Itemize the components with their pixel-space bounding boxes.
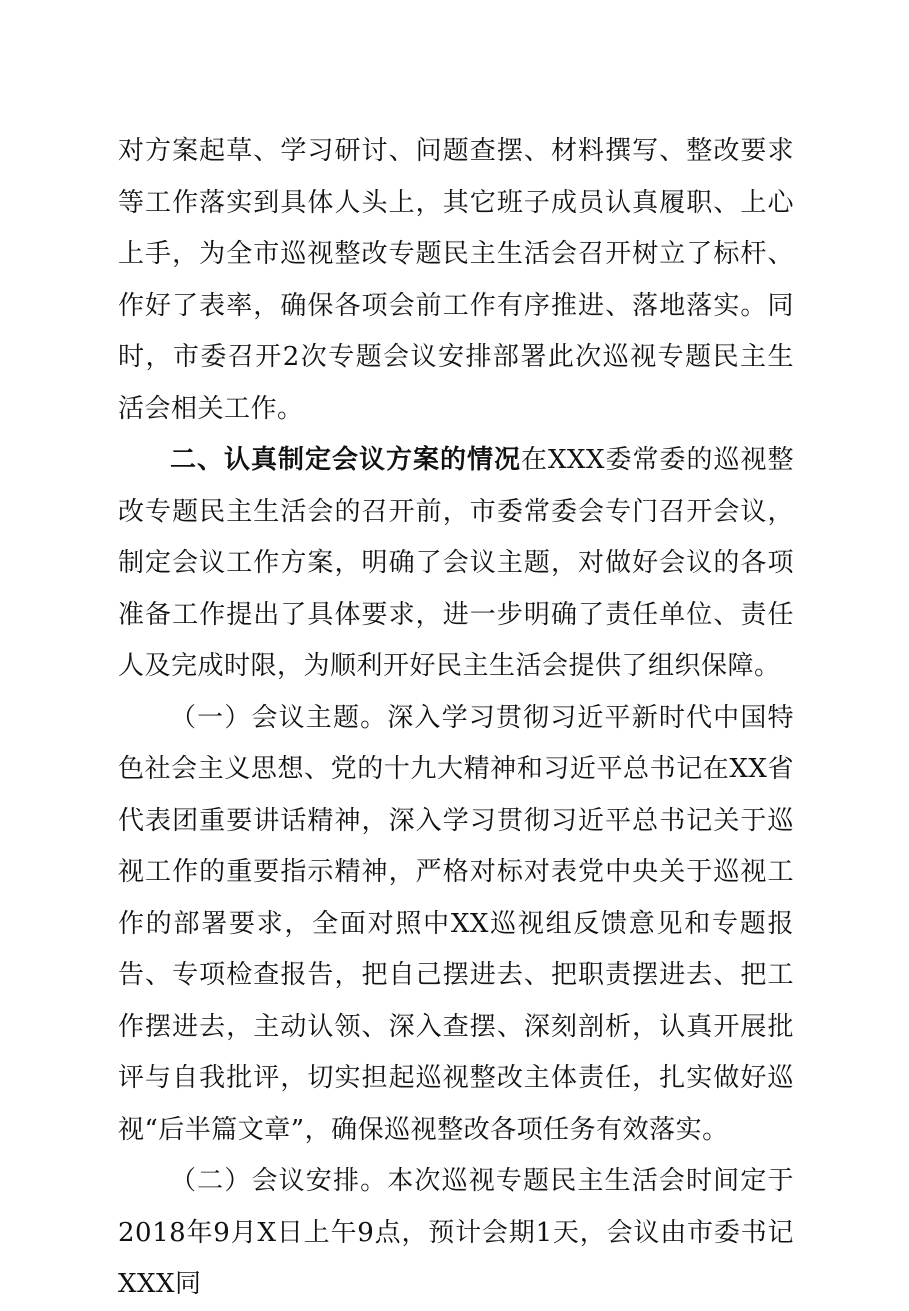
section-heading: 二、认真制定会议方案的情况 — [170, 445, 521, 475]
paragraph-1-text: 对方案起草、学习研讨、问题查摆、材料撰写、整改要求等工作落实到具体人头上，其它班子成员认真履职、上心上手，为全市巡视整改专题民主生活会召开树立了标杆、作好了表率，确保各项会前工作有序推进、落地落实。同时，市委召开2次专题会议安排部署此次巡视专题民主生活会相关工作。 — [118, 136, 794, 424]
paragraph-1 — [118, 126, 794, 435]
paragraph-2 — [118, 435, 794, 693]
paragraph-2-text: 在XXX委常委的巡视整改专题民主生活会的召开前，市委常委会专门召开会议，制定会议工作方案，明确了会议主题，对做好会议的各项准备工作提出了具体要求，进一步明确了责任单位、责任人及完成时限，为顺利开好民主生活会提供了组织保障。 — [118, 445, 794, 681]
paragraph-4 — [118, 1156, 794, 1311]
paragraph-3-text: （一）会议主题。深入学习贯彻习近平新时代中国特色社会主义思想、党的十九大精神和习近平总书记在XX省代表团重要讲话精神，深入学习贯彻习近平总书记关于巡视工作的重要指示精神，严格对标对表党中央关于巡视工作的部署要求，全面对照中XX巡视组反馈意见和专题报告、专项检查报告，把自己摆进去、把职责摆进去、把工作摆进去，主动认领、深入查摆、深刻剖析，认真开展批评与自我批评，切实担起巡视整改主体责任，扎实做好巡视“后半篇文章”，确保巡视整改各项任务有效落实。 — [118, 702, 794, 1145]
paragraph-4-text: （二）会议安排。本次巡视专题民主生活会时间定于2018年9月X日上午9点，预计会期1天，会议由市委书记XXX同 — [118, 1166, 794, 1299]
document-body — [118, 126, 794, 1311]
paragraph-3 — [118, 693, 794, 1157]
